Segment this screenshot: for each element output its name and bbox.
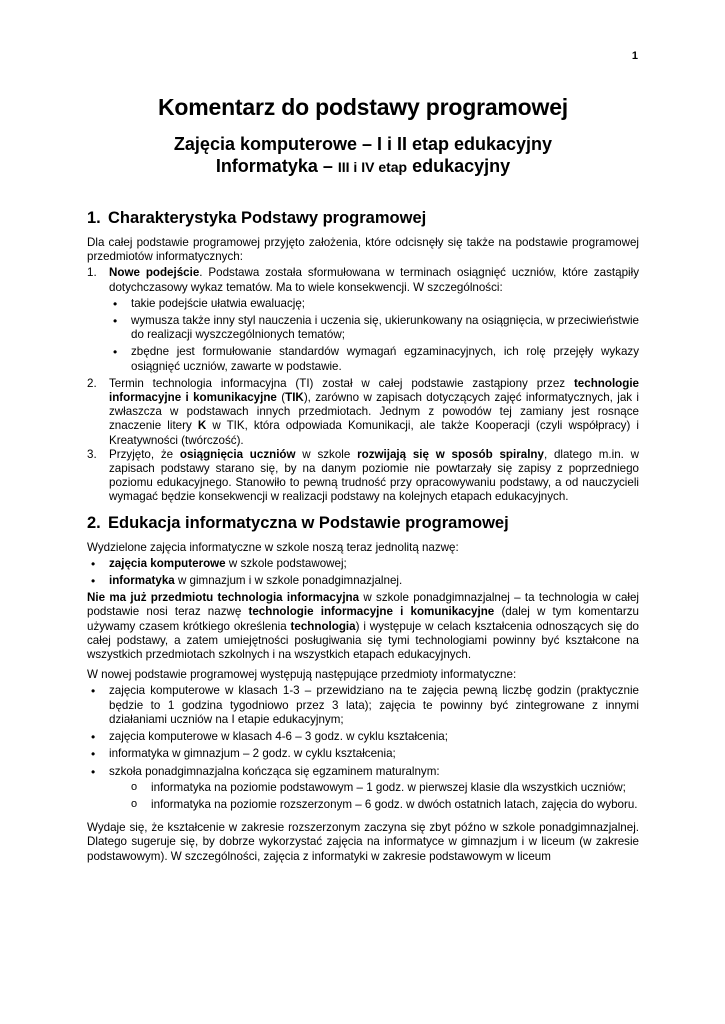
section-2-heading — [87, 513, 639, 533]
bullet-item — [87, 574, 639, 588]
section-1-title: Charakterystyka Podstawy programowej — [108, 209, 427, 227]
text-run: Termin technologia informacyjna (TI) został w całej podstawie zastąpiony przez — [109, 376, 574, 390]
section-1-list — [87, 266, 639, 504]
section-1-heading — [87, 208, 639, 228]
bullet-item: • informatyka w gimnazjum – 2 godz. w cyklu kształcenia; — [87, 747, 639, 761]
bullet-list — [109, 297, 639, 374]
text-run: w TIK, która odpowiada Komunikacji, ale także Kooperacji (czyli współpracy) i Kreatywności (twórczość). — [109, 419, 639, 447]
document-subtitle-2 — [87, 155, 639, 178]
bold-term: TIK — [285, 391, 304, 405]
bullet-item: • zajęcia komputerowe w klasach 1-3 – przewidziano na te zajęcia pewną liczbę godzin (praktycznie będzie to 1 godzina tygodniowo przez 3 lata); zajęcia te powinny być zintegrowane z innymi działaniami uczniów na I etapie edukacyjnym; — [87, 684, 639, 727]
list-number: 1. — [87, 266, 97, 280]
paragraph-no-ti — [87, 591, 639, 662]
bullet-item — [87, 557, 639, 571]
bullet-item: • zajęcia komputerowe w klasach 4-6 – 3 godz. w cyklu kształcenia; — [87, 730, 639, 744]
subtitle-2-part-b: III i IV etap — [337, 159, 408, 175]
section-2-number: 2. — [87, 513, 101, 532]
text-run: ) i występuje w celach kształcenia odnoszących się do całej podstawy, a zatem umiejętności posługiwania się tymi technologiami powinny być kształcone na wszystkich przedmiotach szkolnych i na wszystkich etapach edukacyjnych. — [87, 619, 639, 662]
subtitle-2-part-a: Informatyka – — [215, 156, 338, 176]
item-text: . Podstawa została sformułowana w terminach osiągnięć uczniów, które zastąpiły dotychczasowy wykaz tematów. Ma to wiele konsekwencji. W szczególności: — [109, 266, 639, 294]
bold-term: K — [197, 419, 207, 433]
text-run: w szkole — [295, 447, 358, 461]
bullet-item: • takie podejście ułatwia ewaluację; — [109, 297, 639, 311]
bold-term: zajęcia komputerowe — [109, 556, 226, 570]
list-number: 2. — [87, 376, 97, 390]
section-1-number: 1. — [87, 209, 101, 227]
text-run: Przyjęto, że — [109, 447, 180, 461]
text-run: (dalej w tym komentarzu używamy czasem krótkiego określenia — [87, 605, 639, 633]
bold-term: osiągnięcia uczniów — [179, 447, 296, 461]
page-number: 1 — [631, 50, 638, 62]
text-run: ), zarówno w zapisach dotyczących zajęć informatycznych, jak i zwłaszcza w podstawach innych przedmiotach. Jednym z powodów tej zamiany jest rosnące znaczenie litery — [109, 391, 640, 433]
subtitle-2-part-c: edukacyjny — [407, 156, 511, 176]
bold-term: Nowe podejście — [109, 266, 200, 280]
bullet-item: • wymusza także inny styl nauczenia i uczenia się, ukierunkowany na osiągnięcia, w przeciwieństwie do realizacji wyszczególnionych tematów; — [109, 314, 639, 342]
paragraph-extended-level: Wydaje się, że kształcenie w zakresie rozszerzonym zaczyna się zbyt późno w szkole ponadgimnazjalnej. Dlatego sugeruje się, by dobrze wykorzystać zajęcia na informatyce w gimnazjum i w liceum (w zakresie podstawowym). W szczególności, zajęcia z informatyki w zakresie podstawowym w liceum — [87, 821, 639, 863]
bold-term: Nie ma już przedmiotu technologia informacyjna — [87, 591, 360, 605]
levels-list — [109, 781, 639, 812]
section-2-intro: Wydzielone zajęcia informatyczne w szkole noszą teraz jednolitą nazwę: — [87, 540, 459, 554]
bold-term: technologie informacyjne i komunikacyjne — [248, 605, 495, 619]
list-item-tik — [87, 377, 639, 448]
text-run: , dlatego m.in. w zapisach podstawy starano się, by na danym poziomie nie powtarzały się zapisy z poprzedniego poziomu edukacyjnego. Stanowiło to pewną trudność przy opracowywaniu podstawy, a od nauczycieli wymagać będzie konsekwencji w realizacji podstawy na kolejnych etapach edukacyjnych. — [109, 447, 640, 504]
document-body — [87, 208, 639, 866]
document-title: Komentarz do podstawy programowej — [157, 94, 568, 120]
sub-bullet-item: o informatyka na poziomie podstawowym – 1 godz. w pierwszej klasie dla wszystkich uczniów; — [109, 781, 639, 795]
bullet-item — [87, 765, 639, 813]
item-text: w gimnazjum i w szkole ponadgimnazjalnej. — [174, 574, 403, 588]
spacer — [87, 505, 639, 513]
bold-term: technologie informacyjne i komunikacyjne — [109, 376, 639, 405]
bullet-item: • zbędne jest formułowanie standardów wymagań egzaminacyjnych, ich rolę przejęły wykazy osiągnięć uczniów, zawarte w podstawie. — [109, 345, 639, 373]
list-item-new-approach — [87, 266, 639, 373]
bold-term: rozwijają się w sposób spiralny — [357, 447, 544, 461]
section-1-intro: Dla całej podstawie programowej przyjęto założenia, które odcisnęły się także na podstawie programowej przedmiotów informatycznych: — [87, 236, 639, 264]
item-text: w szkole podstawowej; — [225, 556, 347, 570]
item-text: szkoła ponadgimnazjalna kończąca się egzaminem maturalnym: — [109, 764, 440, 778]
subject-names-list — [87, 557, 639, 588]
list-item-spiral — [87, 448, 639, 505]
section-2-title: Edukacja informatyczna w Podstawie programowej — [108, 513, 509, 532]
bold-term: technologia — [290, 619, 356, 633]
subjects-list — [87, 684, 639, 812]
sub-bullet-item: o informatyka na poziomie rozszerzonym – 6 godz. w dwóch ostatnich latach, zajęcia do wyboru. — [109, 798, 639, 812]
text-run: w szkole ponadgimnazjalnej – ta technologia w całej podstawie nosi teraz nazwę — [87, 591, 640, 619]
list-number: 3. — [87, 447, 97, 461]
bold-term: informatyka — [109, 574, 175, 588]
document-subtitle-1: Zajęcia komputerowe – I i II etap edukacyjny — [173, 134, 553, 154]
paragraph-subjects-intro: W nowej podstawie programowej występują następujące przedmioty informatyczne: — [87, 668, 517, 682]
text-run: ( — [276, 391, 286, 405]
